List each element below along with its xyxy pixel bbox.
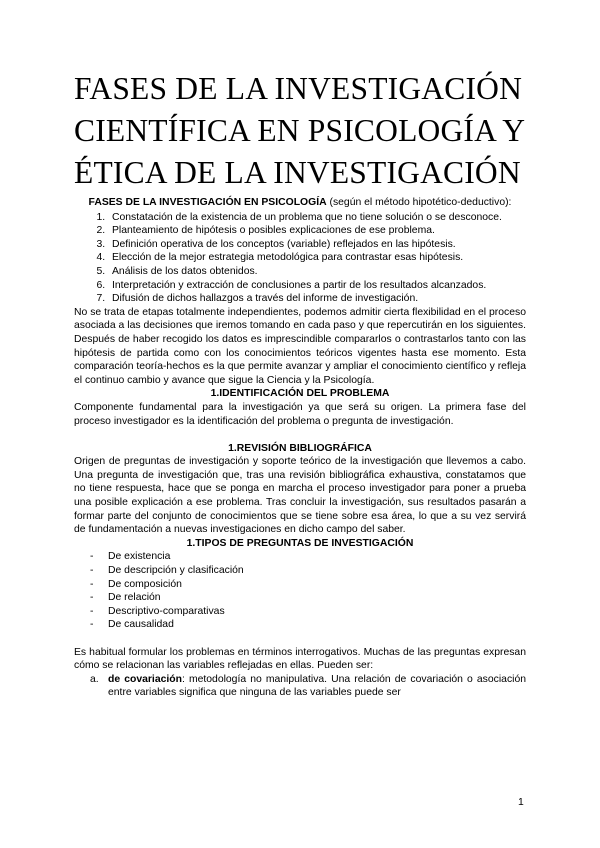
document-body — [74, 196, 526, 700]
phase-item: 3. Definición operativa de los conceptos (variable) reflejados en las hipótesis. — [108, 238, 526, 252]
question-type-item: - De descripción y clasificación — [90, 564, 526, 578]
phase-item: 7. Difusión de dichos hallazgos a través del informe de investigación. — [108, 292, 526, 306]
relation-type-term: de covariación — [108, 673, 182, 685]
section-text-tipos: Es habitual formular los problemas en términos interrogativos. Muchas de las preguntas expresan cómo se relacionan las variables reflejadas en ellas. Pueden ser: — [74, 646, 526, 672]
phases-intro — [74, 196, 526, 210]
list-marker: a. — [90, 673, 99, 685]
spacer — [74, 632, 526, 646]
title-line-2: CIENTÍFICA EN PSICOLOGÍA Y — [74, 113, 526, 148]
question-type-item: - De existencia — [90, 550, 526, 564]
phases-list — [74, 211, 526, 306]
phase-item: 5. Análisis de los datos obtenidos. — [108, 265, 526, 279]
question-type-item: - De causalidad — [90, 618, 526, 632]
phase-item: 6. Interpretación y extracción de conclusiones a partir de los resultados alcanzados. — [108, 279, 526, 293]
section-text-identificacion: Componente fundamental para la investigación ya que será su origen. La primera fase del proceso investigador es la identificación del problema o pregunta de investigación. — [74, 401, 526, 427]
phases-intro-rest: (según el método hipotético-deductivo): — [326, 197, 512, 208]
relation-types-list — [74, 673, 526, 700]
question-types-list — [74, 550, 526, 632]
question-type-item: - De relación — [90, 591, 526, 605]
page-number: 1 — [518, 797, 524, 808]
question-type-item: - Descriptivo-comparativas — [90, 605, 526, 619]
phase-item: 1. Constatación de la existencia de un problema que no tiene solución o se desconoce. — [108, 211, 526, 225]
title-line-3: ÉTICA DE LA INVESTIGACIÓN — [74, 155, 521, 190]
phase-item: 2. Planteamiento de hipótesis o posibles explicaciones de ese problema. — [108, 224, 526, 238]
relation-type-description: : metodología no manipulativa. Una relación de covariación o asociación entre variables significa que ninguna de las variables puede ser — [108, 673, 527, 699]
question-type-item: - De composición — [90, 578, 526, 592]
relation-type-item — [90, 673, 526, 700]
phases-intro-bold: FASES DE LA INVESTIGACIÓN EN PSICOLOGÍA — [88, 197, 327, 208]
section-text-revision: Origen de preguntas de investigación y soporte teórico de la investigación que llevemos a cabo. Una pregunta de investigación que, tras una revisión bibliográfica exhaustiva, constatamos que no tiene respuesta, hace que se ponga en marcha el proceso investigador para poner a prueba una posible explicación a ese problema. Tras concluir la investigación, sus resultados pasarán a formar parte del conjunto de conocimientos que se tiene sobre esa área, lo que a su vez servirá de fundamentación a nuevas investigaciones en dicho campo del saber. — [74, 456, 526, 536]
section-heading-tipos: 1.TIPOS DE PREGUNTAS DE INVESTIGACIÓN — [186, 537, 414, 549]
phase-item: 4. Elección de la mejor estrategia metodológica para contrastar esas hipótesis. — [108, 251, 526, 265]
title-line-1: FASES DE LA INVESTIGACIÓN — [74, 71, 523, 106]
spacer — [74, 428, 526, 442]
phases-paragraph: No se trata de etapas totalmente independientes, podemos admitir cierta flexibilidad en el proceso asociada a las decisiones que iremos tomando en cada paso y que repercutirán en los siguientes. Después de haber recogido los datos es imprescindible compararlos o contrastarlos tanto con las hipótesis de partida como con los conocimientos teóricos vigentes hasta ese momento. Esta comparación teoría-hechos es la que permite avanzar y ampliar el conocimiento científico y refleja el continuo cambio y avance que sigue la Ciencia y la Psicología. — [74, 306, 526, 386]
section-heading-revision: 1.REVISIÓN BIBLIOGRÁFICA — [228, 442, 372, 454]
document-title — [74, 68, 544, 194]
section-heading-identificacion: 1.IDENTIFICACIÓN DEL PROBLEMA — [210, 388, 390, 400]
